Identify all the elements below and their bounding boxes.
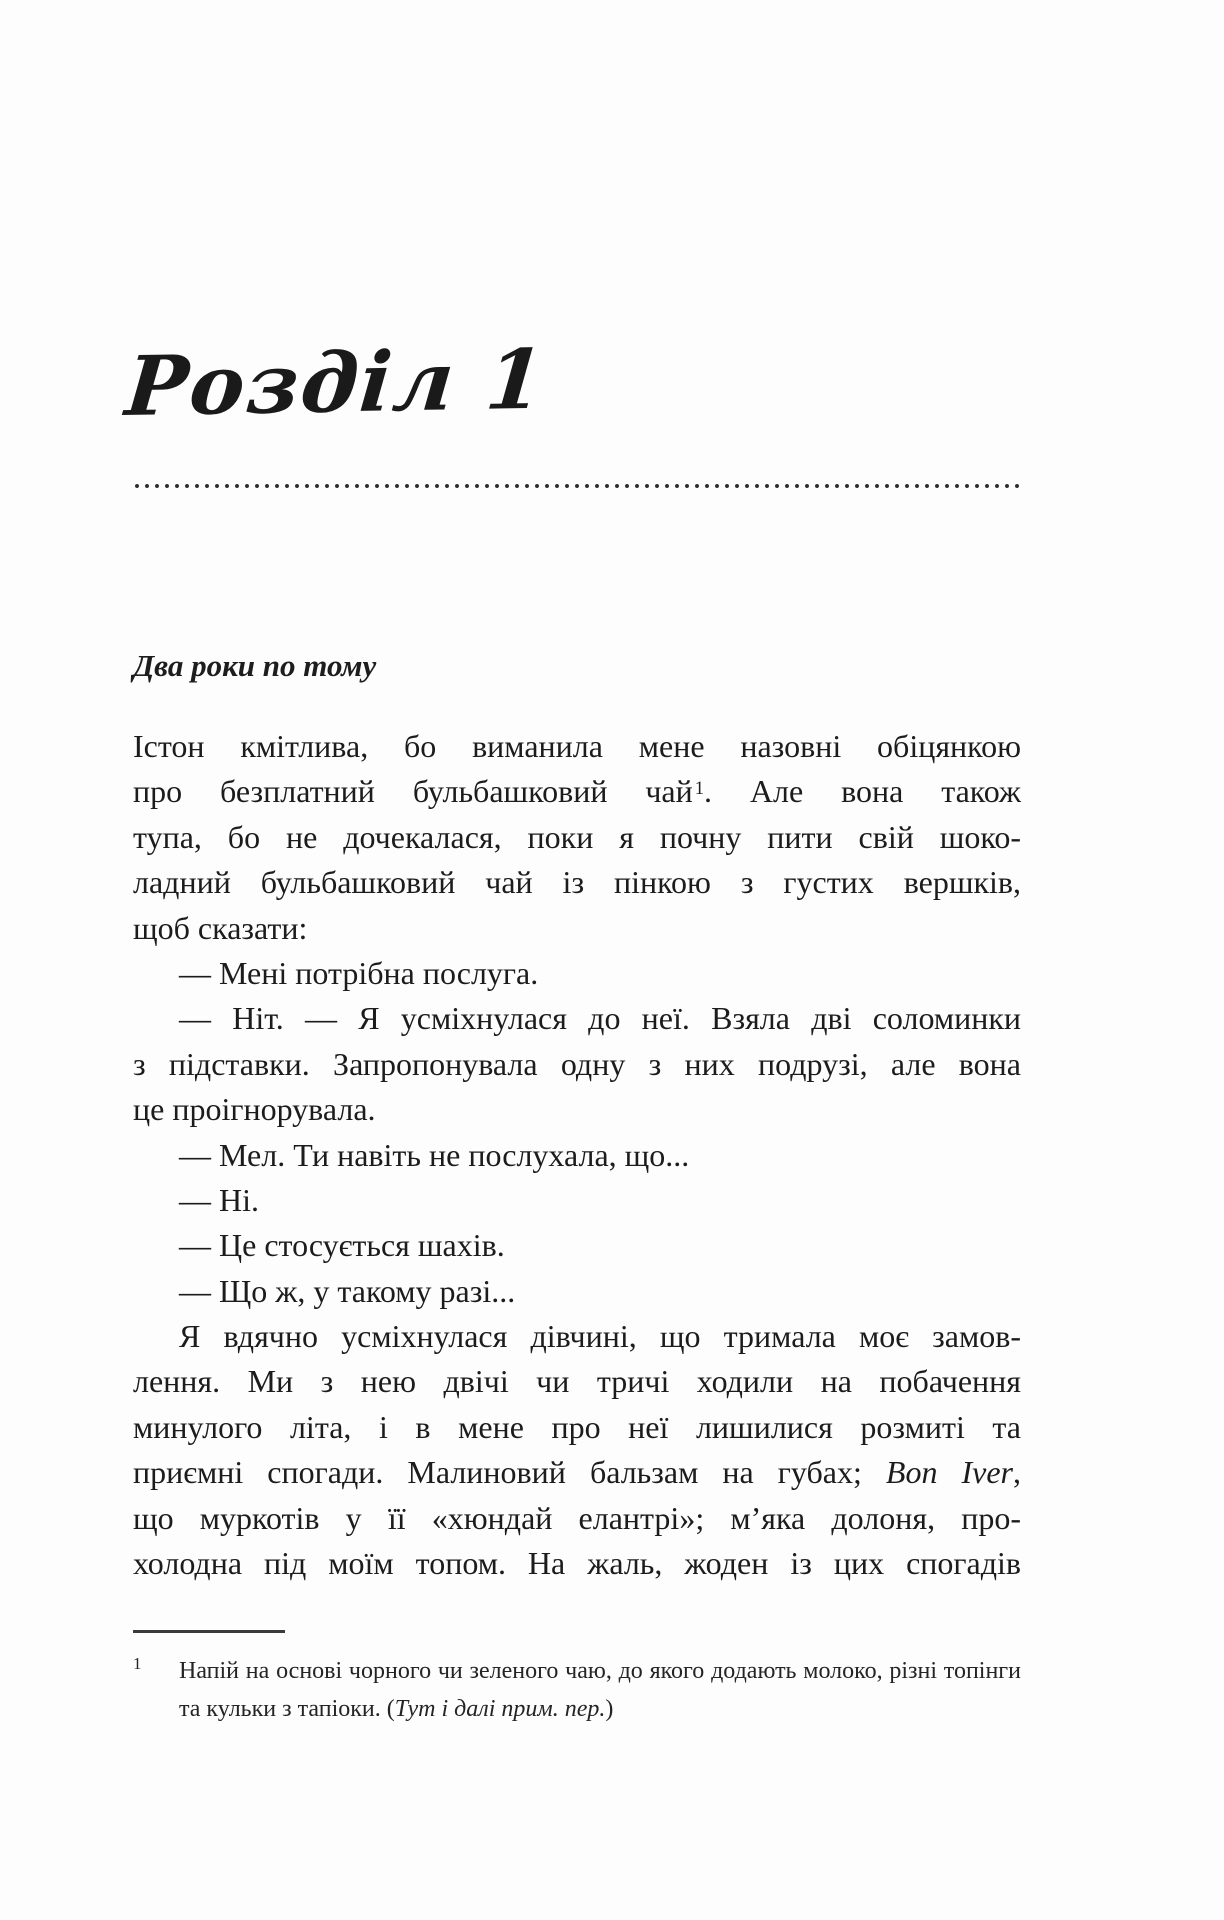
italic-text: Bon Iver (885, 1454, 1014, 1491)
footnote-text (179, 1652, 1021, 1728)
text-segment: лення. Ми з нею двічі чи тричі ходили на побачення (133, 1363, 1021, 1400)
text-segment: приємні спогади. Малиновий бальзам на губах; (133, 1454, 886, 1491)
body-line (133, 1269, 1021, 1314)
body-line (133, 1223, 1021, 1268)
footnote-reference: 1 (694, 778, 705, 800)
text-segment: тупа, бо не дочекалася, поки я почну пити свій шоко- (133, 818, 1021, 855)
text-segment: — Мел. Ти навіть не послухала, що... (179, 1136, 690, 1173)
text-segment: холодна під моїм топом. На жаль, жоден із цих спогадів (133, 1545, 1021, 1582)
footnote-line (179, 1652, 1021, 1690)
body-line (133, 1405, 1021, 1450)
body-line (133, 1541, 1021, 1586)
text-segment: — Це стосується шахів. (179, 1227, 505, 1264)
text-segment: ладний бульбашковий чай із пінкою з густих вершків, (133, 864, 1021, 901)
body-line (133, 1133, 1021, 1178)
text-segment: та кульки з тапіоки. ( (179, 1696, 395, 1722)
text-segment: . Але вона також (704, 773, 1022, 810)
body-line (133, 1359, 1021, 1404)
body-line (133, 860, 1021, 905)
body-text (133, 724, 1021, 1586)
body-line (133, 1450, 1021, 1495)
text-segment: з підставки. Запропонувала одну з них подрузі, але вона (133, 1045, 1021, 1082)
footnote-marker: 1 (133, 1654, 142, 1673)
text-segment: — Ніт. — Я усміхнулася до неї. Взяла дві соломинки (179, 1000, 1021, 1037)
body-line (133, 1178, 1021, 1223)
text-segment: — Ні. (179, 1181, 259, 1218)
text-segment: про безплатний бульбашковий чай (133, 773, 693, 810)
body-line (133, 724, 1021, 769)
body-line (133, 996, 1021, 1041)
text-segment: минулого літа, і в мене про неї лишилися розмиті та (133, 1408, 1021, 1445)
dotted-divider (133, 482, 1021, 490)
italic-text: Тут і далі прим. пер. (394, 1696, 606, 1722)
footnote-line (179, 1690, 1021, 1728)
text-segment: щоб сказати: (133, 909, 308, 946)
body-line (133, 1496, 1021, 1541)
body-line (133, 906, 1021, 951)
text-segment: Напій на основі чорного чи зеленого чаю, до якого додають молоко, різні топінги (179, 1658, 1021, 1684)
footnote (133, 1652, 1021, 1728)
section-subtitle: Два роки по тому (133, 648, 377, 683)
text-segment: — Що ж, у такому разі... (179, 1272, 516, 1309)
text-segment: Я вдячно усміхнулася дівчині, що тримала моє замов- (179, 1318, 1021, 1355)
text-segment: , (1013, 1454, 1022, 1491)
body-line (133, 1087, 1021, 1132)
footnote-rule (133, 1630, 285, 1633)
text-segment: Істон кмітлива, бо виманила мене назовні обіцянкою (133, 728, 1021, 764)
text-segment: — Мені потрібна послуга. (179, 954, 539, 991)
text-segment: це проігнорувала. (133, 1091, 376, 1128)
body-line (133, 1314, 1021, 1359)
body-line (133, 951, 1021, 996)
body-line (133, 769, 1021, 814)
text-segment: ) (605, 1696, 614, 1722)
text-segment: що муркотів у її «хюндай елантрі»; м’яка долоня, про- (133, 1499, 1021, 1536)
chapter-heading: Розділ 1 (121, 331, 550, 435)
body-line (133, 815, 1021, 860)
body-line (133, 1042, 1021, 1087)
